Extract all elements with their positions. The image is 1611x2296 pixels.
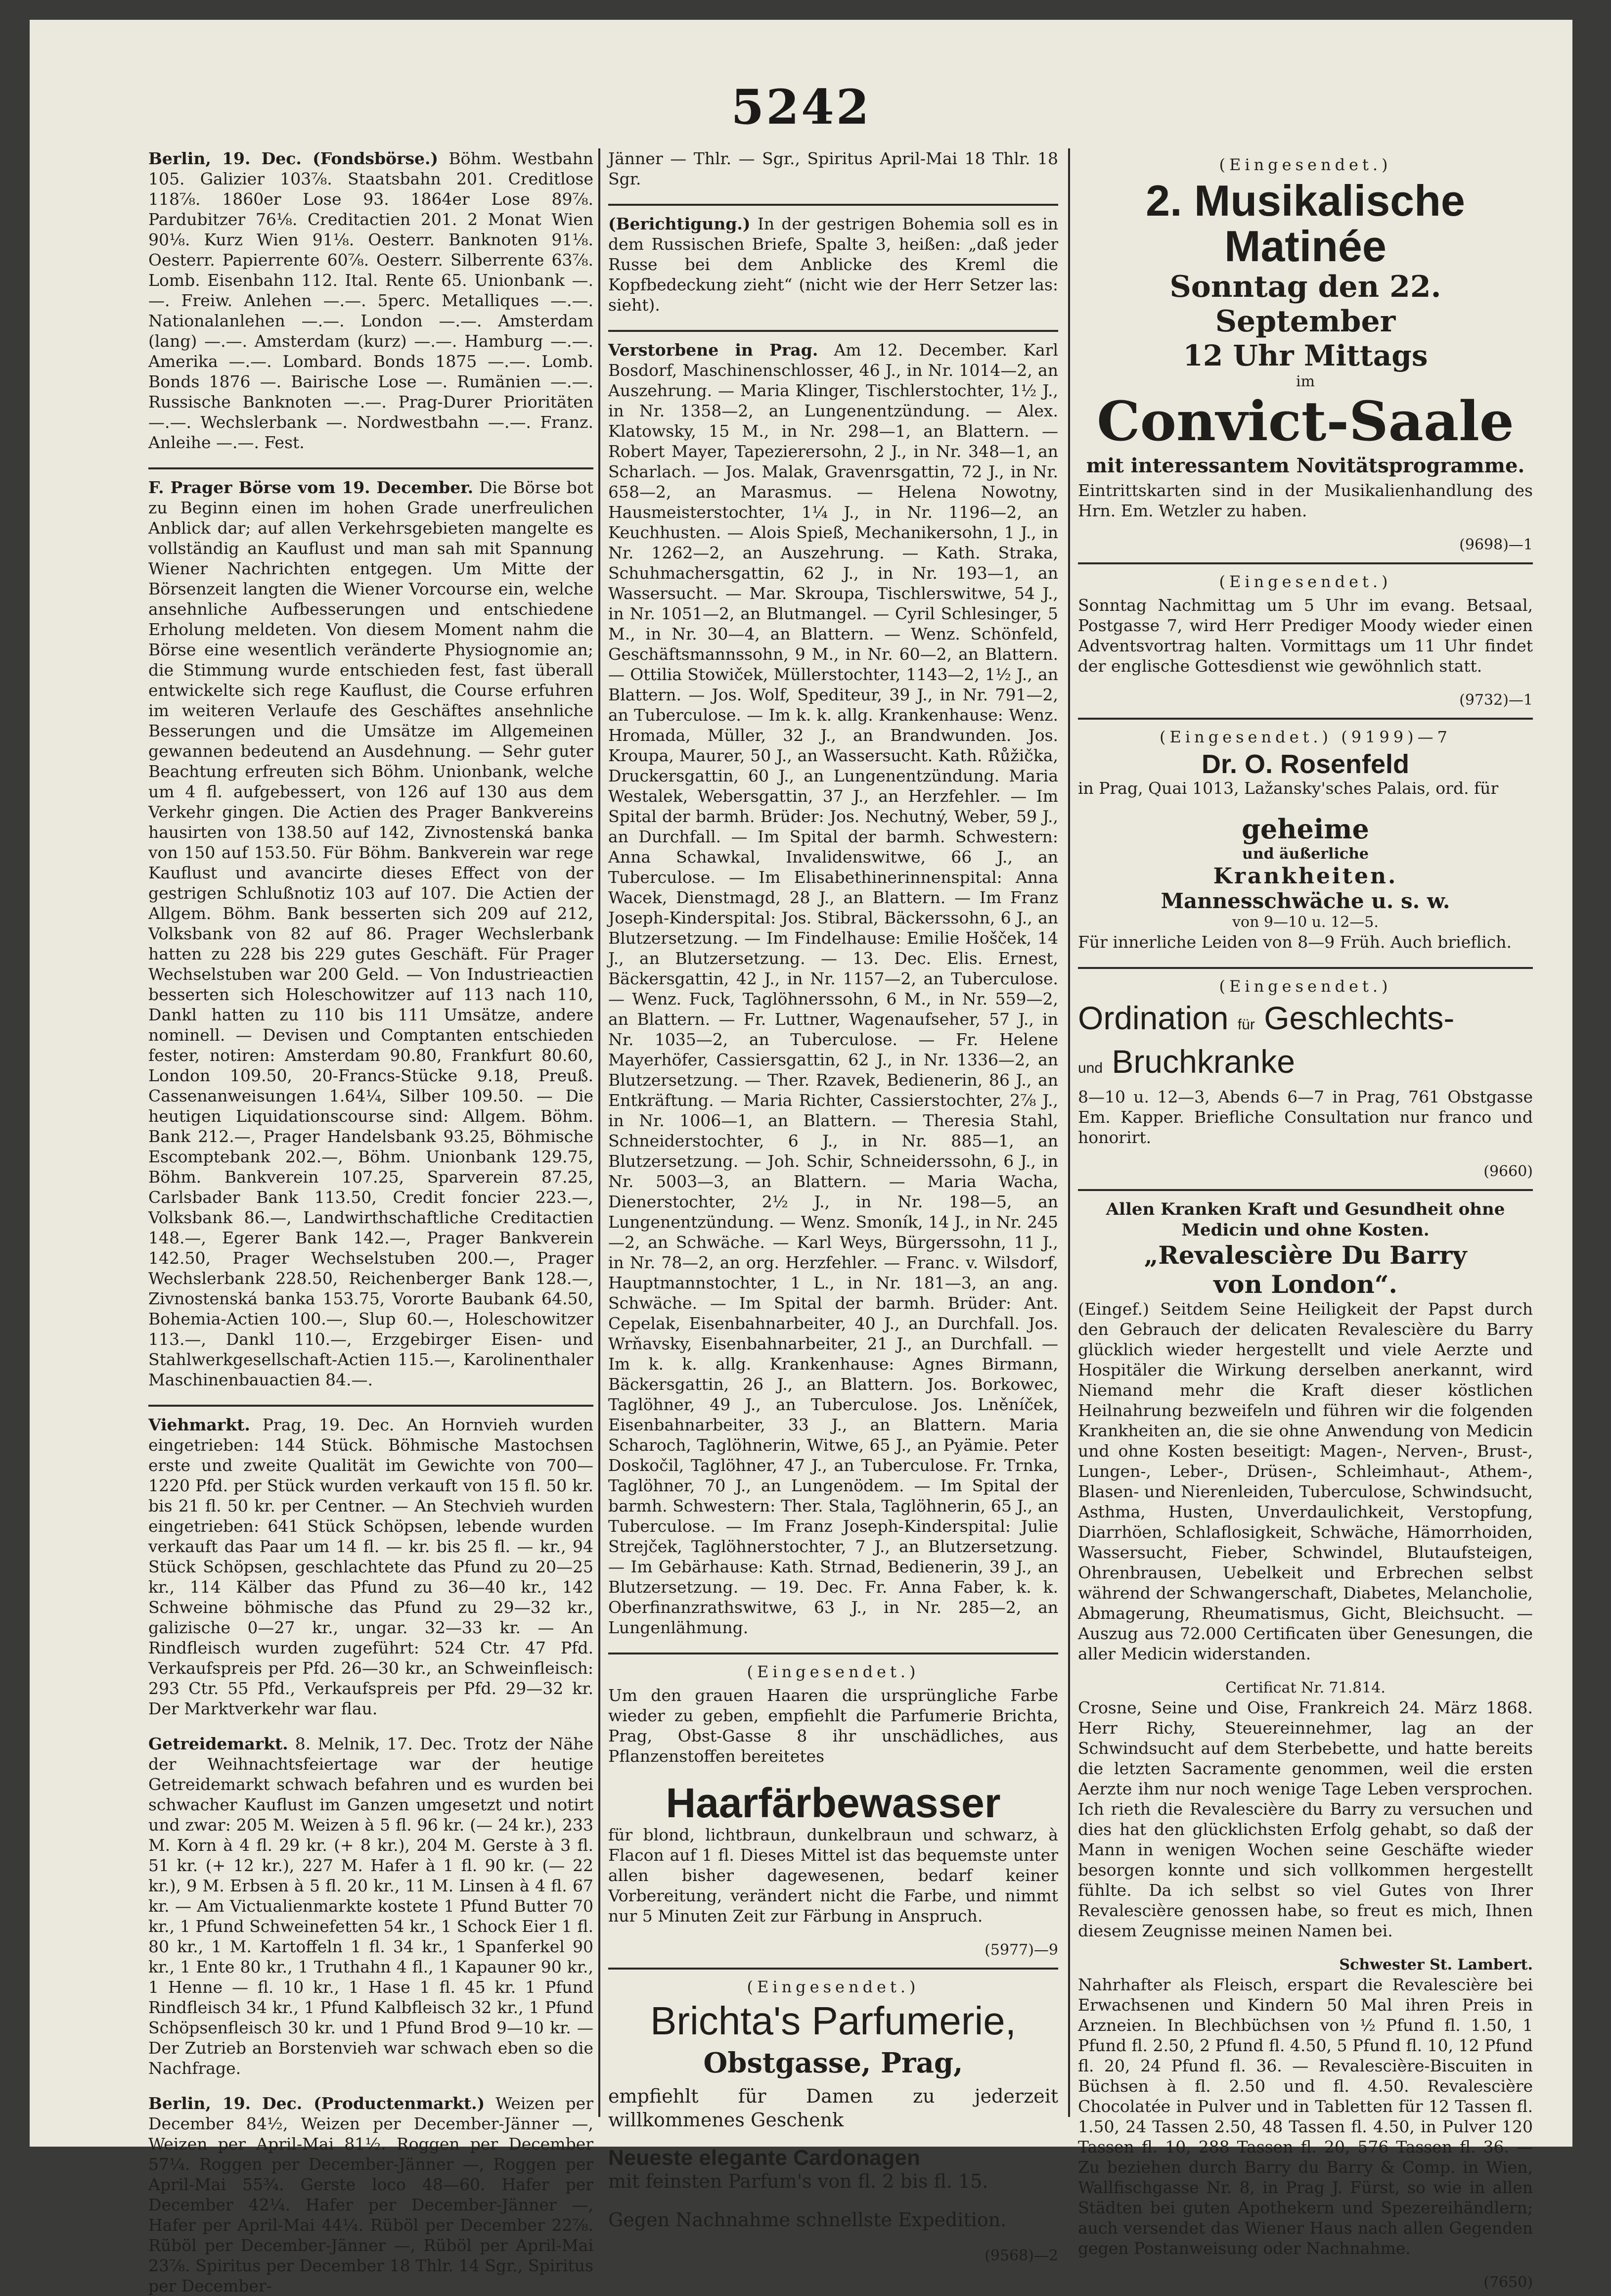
article-body: Am 12. December. Karl Bosdorf, Maschinenschlosser, 46 J., in Nr. 1014—2, an Auszehrung. — Maria Klinger, Tischlerstochter, 1½ J., in Nr. 1358—2, an Lungenentzündung. — Alex. Klatowsky, 15 M., in Nr. 298—1, an Blattern. — Robert Mayer, Tapezierersohn, 2 J., in Nr. 348—1, an Scharlach. — Jos. Malak, Gravenrsgattin, 72 J., in Nr. 658—2, an Marasmus. — Helena Nowotny, Hausmeisterstochter, 1¼ J., in Nr. 1196—2, an Keuchhusten. — Alois Spieß, Mechanikersohn, 1 J., in Nr. 1262—2, an Auszehrung. — Kath. Straka, Schuhmachersgattin, 62 J., in Nr. 193—1, an Wassersucht. — Mar. Skroupa, Tischlerswitwe, 54 J., in Nr. 1051—2, an Blutmangel. — Cyril Schlesinger, 5 M., in Nr. 30—4, an Blattern. — Wenz. Schönfeld, Geschäftsmannssohn, 9 M., in Nr. 60—2, an Blattern. — Ottilia Stowiček, Müllerstochter, 1143—2, 1½ J., an Blattern. — Jos. Wolf, Spediteur, 39 J., in Nr. 791—2, an Tuberculose. — Im k. k. allg. Krankenhause: Wenz. Hromada, Müller, 32 J., an Brandwunden. Jos. Kroupa, Maurer, 50 J., an Wassersucht. Kath. Růžička, Druckersgattin, 60 J., an Lungenentzündung. Maria Westalek, Webersgattin, 37 J., an Herzfehler. — Im Spital der barmh. Brüder: Jos. Nechutný, Weber, 59 J., an Durchfall. — Im Spital der barmh. Schwestern: Anna Schawkal, Invalidenswitwe, 66 J., an Tuberculose. — Im Elisabethinerinnenspital: Anna Wacek, Dienstmagd, 28 J., an Blattern. — Im Franz Joseph-Kinderspital: Jos. Stibral, Bäckerssohn, 6 J., an Blutzersetzung. — Im Findelhause: Emilie Hošček, 14 J., an Blutzersetzung. — 13. Dec. Elis. Ernest, Bäckersgattin, 42 J., in Nr. 1157—2, an Tuberculose. — Wenz. Fuck, Taglöhnerssohn, 6 M., in Nr. 559—2, an Blattern. — Fr. Luttner, Wagenaufseher, 57 J., in Nr. 1035—2, an Tuberculose. — Fr. Helene Mayerhöfer, Cassiersgattin, 62 J., in Nr. 1336—2, an Blutzersetzung. — Ther. Rzavek, Bedienerin, 86 J., an Entkräftung. — Maria Richter, Cassierstochter, 2⅞ J., in Nr. 1006—1, an Blattern. — Theresia Stahl, Schneiderstochter, 6 J., in Nr. 885—1, an Blutzersetzung. — Joh. Schir, Schneiderssohn, 6 J., in Nr. 5003—3, an Blattern. — Maria Wacha, Dienerstochter, 2½ J., in Nr. 198—5, an Lungenentzündung. — Wenz. Smoník, 14 J., in Nr. 245—2, an Schwäche. — Karl Weys, Bürgerssohn, 11 J., in Nr. 78—2, an org. Herzfehler. — Franc. v. Wilsdorf, Hauptmannstochter, 1 L., in Nr. 181—3, an ang. Schwäche. — Im Spital der barmh. Brüder: Ant. Cepelak, Eisenbahnarbeiter, 40 J., an Durchfall. Jos. Wrňavsky, Eisenbahnarbeiter, 21 J., an Durchfall. — Im k. k. allg. Krankenhause: Agnes Birmann, Bäckersgattin, 26 J., an Blattern. Jos. Borkowec, Taglöhner, 49 J., an Tuberculose. Jos. Lněníček, Eisenbahnarbeiter, 33 J., an Blattern. Maria Scharoch, Taglöhnerin, Witwe, 65 J., an Pyämie. Peter Doskočil, Taglöhner, 47 J., an Tuberculose. Fr. Trnka, Taglöhner, 70 J., an Lungenödem. — Im Spital der barmh. Schwestern: Ther. Stala, Taglöhnerin, 65 J., an Tuberculose. — Im Franz Joseph-Kinderspital: Julie Strejček, Taglöhnerstochter, 7 J., an Blutzersetzung. — Im Gebärhause: Kath. Strnad, Bedienerin, 39 J., an Blutzersetzung. — 19. Dec. Fr. Anna Faber, k. k. Oberfinanzrathswitwe, 63 J., in Nr. 285—2, an Lungenlähmung. xyxy=(608,340,1059,1637)
ad-body: Crosne, Seine und Oise, Frankreich 24. März 1868. Herr Richy, Steuereinnehmer, lag an der Schwindsucht auf dem Sterbebette, und hatte bereits die letzten Sacramente genommen, weil die ersten Aerzte ihm nur noch wenige Tage Leben versprochen. Ich rieth die Revalescière du Barry zu versuchen und dies hat den glücklichsten Erfolg gehabt, so daß der Mann in wenigen Wochen seine Geschäfte wieder besorgen konnte und sich vollkommen hergestellt fühlte. Da ich selbst so viel Gutes von Ihrer Revalescière genossen habe, so freut es mich, Ihnen diesem Zeugnisse meinen Namen bei. xyxy=(1078,1698,1533,1941)
ad-time: 12 Uhr Mittags xyxy=(1183,338,1428,372)
ad-signature: Schwester St. Lambert. xyxy=(1339,1956,1533,1974)
ad-matinee xyxy=(1078,155,1533,554)
ad-tickets: Eintrittskarten sind in der Musikalienhandlung des Hrn. Em. Wetzler zu haben. xyxy=(1078,480,1533,520)
ad-highlight: Neueste elegante Cardonagen xyxy=(608,2146,920,2170)
divider xyxy=(608,1968,1058,1970)
divider xyxy=(1078,562,1533,564)
article-berlin-borse xyxy=(148,148,593,453)
article-heading: Getreidemarkt. xyxy=(148,1734,288,1753)
divider xyxy=(608,1653,1058,1654)
ad-code: (5977)—9 xyxy=(984,1941,1058,1959)
ad-title-part: Bruchkranke xyxy=(1112,1043,1295,1080)
ad-title: von London“. xyxy=(1213,1270,1397,1299)
article-body: Prag, 19. Dec. An Hornvieh wurden eingetrieben: 144 Stück. Böhmische Mastochsen erste und zweite Qualität im Gewichte von 700—1220 Pfd. per Stück wurden verkauft von 15 fl. 50 kr. bis 21 fl. 50 kr. per Centner. — An Stechvieh wurden eingetrieben: 641 Stück Schöpsen, lebende wurden verkauft das Paar um 14 fl. — kr. bis 25 fl. — kr., 94 Stück Schöpsen, geschlachtete das Pfund zu 20—25 kr., 114 Kälber das Pfund zu 36—40 kr., 142 Schweine böhmische das Pfund zu 29—32 kr., galizische 0—27 kr., ungar. 32—33 kr. — An Rindfleisch wurden zugeführt: 524 Ctr. 47 Pfd. Verkaufspreis per Pfd. 26—30 kr., an Schweinfleisch: 293 Ctr. 55 Pfd., Verkaufspreis per Pfd. 29—32 kr. Der Marktverkehr war flau. xyxy=(148,1415,593,1718)
article-berichtigung xyxy=(608,214,1058,315)
ad-title-part: Geschlechts- xyxy=(1264,1000,1455,1037)
article-heading: F. Prager Börse vom 19. December. xyxy=(148,478,474,497)
ad-moody xyxy=(1078,572,1533,710)
article-viehmarkt xyxy=(148,1415,593,1719)
page-number: 5242 xyxy=(731,79,871,135)
ad-word: geheime xyxy=(1242,813,1369,845)
article-heading: Verstorbene in Prag. xyxy=(608,340,818,360)
divider xyxy=(608,204,1058,206)
article-heading: Berlin, 19. Dec. (Fondsbörse.) xyxy=(148,149,439,168)
ad-subtitle: Obstgasse, Prag, xyxy=(703,2047,963,2080)
divider xyxy=(148,1405,593,1407)
ad-caption: (Eingesendet.) xyxy=(747,1977,920,1997)
article-verstorbene xyxy=(608,340,1058,1638)
article-body: In der gestrigen Bohemia soll es in dem Russischen Briefe, Spalte 3, heißen: „daß jeder Russe bei dem Anblicke des Kreml die Kopfbedeckung zieht“ (nicht wie der Herr Setzer las: sieht). xyxy=(608,214,1058,315)
column-rule xyxy=(1068,148,1070,2117)
ad-doctor-name: Dr. O. Rosenfeld xyxy=(1201,749,1410,779)
article-continuation: Jänner — Thlr. — Sgr., Spiritus April-Mai 18 Thlr. 18 Sgr. xyxy=(608,149,1058,188)
ad-caption: (Eingesendet.) xyxy=(1160,727,1333,746)
ad-code: (9732)—1 xyxy=(1459,691,1533,709)
ad-line: Gegen Nachnahme schnellste Expedition. xyxy=(608,2209,1007,2231)
ad-title-small: und xyxy=(1078,1060,1103,1077)
ad-title-small: für xyxy=(1237,1016,1255,1033)
column-middle xyxy=(608,148,1059,2265)
ad-haarfaerbewasser xyxy=(608,1662,1058,1960)
ad-ordination xyxy=(1078,977,1533,1181)
ad-intro: Um den grauen Haaren die ursprüngliche Farbe wieder zu geben, empfiehlt die Parfumerie Brichta, Prag, Obst-Gasse 8 ihr unschädliches, aus Pflanzenstoffen bereitetes xyxy=(608,1686,1058,1766)
ad-title: Brichta's Parfumerie, xyxy=(650,1999,1016,2043)
ad-caption-row xyxy=(1078,728,1533,746)
ad-code: (7650) xyxy=(1483,2274,1533,2292)
ad-word: Mannesschwäche u. s. w. xyxy=(1161,889,1450,914)
ad-code: (9568)—2 xyxy=(984,2247,1058,2265)
ad-code: (9660) xyxy=(1483,1163,1533,1181)
article-heading: (Berichtigung.) xyxy=(608,214,751,233)
ad-caption: (Eingesendet.) xyxy=(1219,977,1392,996)
ad-line: empfiehlt für Damen zu jederzeit willkommenes Geschenk xyxy=(608,2085,1058,2131)
ad-body: Sonntag Nachmittag um 5 Uhr im evang. Betsaal, Postgasse 7, wird Herr Prediger Moody wieder einen Adventsvortrag halten. Vormittags um 11 Uhr findet der englische Gottesdienst wie gewöhnlich statt. xyxy=(1078,595,1533,676)
column-rule xyxy=(598,148,600,2117)
ad-code: (9199)—7 xyxy=(1341,727,1451,746)
divider xyxy=(148,467,593,469)
ad-title: Haarfärbewasser xyxy=(666,1780,1001,1826)
ad-brichta xyxy=(608,1977,1058,2265)
ad-word: und äußerliche xyxy=(1242,845,1369,863)
ad-title: 2. Musikalische Matinée xyxy=(1146,176,1465,271)
article-prager-borse xyxy=(148,477,593,1390)
article-getreidemarkt xyxy=(148,1734,593,2078)
article-body: Die Börse bot zu Beginn einen im hohen Grade unerfreulichen Anblick dar; auf allen Verkehrsgebieten mangelte es vollständig an Kauflust und man sah mit Spannung Wiener Nachrichten entgegen. Um Mitte der Börsenzeit langten die Wiener Vorcourse ein, welche ansehnliche Aufbesserungen und entschiedene Erholung meldeten. Von diesem Moment nahm die Börse eine wesentlich veränderte Physiognomie an; die Stimmung wurde entschieden fest, fast überall entwickelte sich rege Kauflust, die Course erfuhren im weiteren Verlaufe des Geschäftes ansehnliche Besserungen und die Umsätze im Allgemeinen gewannen bedeutend an Ausdehnung. — Sehr guter Beachtung erfreuten sich Böhm. Unionbank, welche um 4 fl. aufgebessert, von 126 auf 130 aus dem Verkehr gingen. Die Actien des Prager Bankvereins hausirten von 138.50 auf 142, Zivnostenská banka von 150 auf 153.50. Für Böhm. Bankverein war rege Kauflust und avancirte dieses Effect von der gestrigen Schlußnotiz 103 auf 107. Die Actien der Allgem. Böhm. Bank besserten sich 209 auf 212, Volksbank von 82 auf 86. Prager Wechslerbank hatten zu 228 bis 229 gutes Geschäft. Für Prager Wechselstuben war 200 Geld. — Von Industrieactien besserten sich Holeschowitzer auf 113 nach 110, Dankl hatten zu 110 bis 111 Umsätze, andere nominell. — Devisen und Comptanten entschieden fester, notiren: Amsterdam 90.80, Frankfurt 80.60, London 109.50, 20-Francs-Stücke 9.18, Preuß. Cassenanweisungen 1.64¼, Silber 109.50. — Die heutigen Liquidationscourse sind: Allgem. Böhm. Bank 212.—, Prager Handelsbank 93.25, Böhmische Escomptebank 202.—, Böhm. Unionbank 129.75, Böhm. Bankverein 107.25, Sparverein 87.25, Carlsbader Bank 113.50, Credit foncier 223.—, Volksbank 86.—, Landwirthschaftliche Creditactien 148.—, Egerer Bank 142.—, Prager Bankverein 142.50, Prager Wechselstuben 200.—, Prager Wechslerbank 228.50, Reichenberger Bank 128.—, Zivnostenská banka 153.75, Vororte Baubank 64.50, Bohemia-Actien 100.—, Slup 60.—, Holeschowitzer 113.—, Dankl 110.—, Erzgebirger Eisen- und Stahlwerkgesellschaft-Actien 115.—, Karolinenthaler Maschinenbauactien 84.—. xyxy=(148,478,593,1389)
ad-body: 8—10 u. 12—3, Abends 6—7 in Prag, 761 Obstgasse Em. Kapper. Briefliche Consultation nur franco und honorirt. xyxy=(1078,1087,1533,1148)
divider xyxy=(1078,967,1533,969)
ad-caption: (Eingesendet.) xyxy=(747,1662,920,1681)
ad-venue: Convict-Saale xyxy=(1097,389,1514,453)
divider xyxy=(1078,718,1533,720)
ad-address: in Prag, Quai 1013, Lažansky'sches Palais, ord. für xyxy=(1078,779,1499,798)
ad-rosenfeld xyxy=(1078,728,1533,953)
article-heading: Viehmarkt. xyxy=(148,1415,250,1434)
column-right xyxy=(1078,148,1533,2292)
ad-body: (Eingef.) Seitdem Seine Heiligkeit der Papst durch den Gebrauch der delicaten Revalescière du Barry glücklich wieder hergestellt und viele Aerzte und Hospitäler die Wirkung derselben anerkannt, wird Niemand mehr die Kraft dieser köstlichen Heilnahrung bezweifeln und führen wir die folgenden Krankheiten an, die sie ohne Anwendung von Medicin und ohne Kosten beseitigt: Magen-, Nerven-, Brust-, Lungen-, Leber-, Drüsen-, Schleimhaut-, Athem-, Blasen- und Nierenleiden, Tuberculose, Schwindsucht, Asthma, Husten, Unverdaulichkeit, Verstopfung, Diarrhöen, Schlaflosigkeit, Schwäche, Hämorrhoiden, Wassersucht, Fieber, Schwindel, Blutaufsteigen, Ohrenbrausen, Uebelkeit und Erbrechen selbst während der Schwangerschaft, Diabetes, Melancholie, Abmagerung, Rheumatismus, Gicht, Bleichsucht. — Auszug aus 72.000 Certificaten über Genesungen, die aller Medicin widerstanden. xyxy=(1078,1299,1533,1664)
column-left xyxy=(148,148,594,2296)
ad-code: (9698)—1 xyxy=(1459,536,1533,553)
ad-hours: von 9—10 u. 12—5. xyxy=(1232,914,1379,931)
ad-program: mit interessantem Novitätsprogramme. xyxy=(1086,454,1525,477)
ad-certificate: Certificat Nr. 71.814. xyxy=(1225,1679,1386,1697)
article-body: Weizen per December 84½, Weizen per December-Jänner —, Weizen per April-Mai 81½. Roggen per December 57¼. Roggen per December-Jänner —, Roggen per April-Mai 55¾. Gerste loco 48—60. Hafer per December 42¼. Hafer per December-Jänner —, Hafer per April-Mai 44¼. Rüböl per December 22⅞. Rüböl per December-Jänner —, Rüböl per April-Mai 23⅞. Spiritus per December 18 Thlr. 14 Sgr., Spiritus per December- xyxy=(148,2094,593,2296)
article-body: Böhm. Westbahn 105. Galizier 103⅞. Staatsbahn 201. Creditlose 118⅞. 1860er Lose 93. 1864er Lose 89⅞. Pardubitzer 76⅛. Creditactien 201. 2 Monat Wien 90⅛. Kurz Wien 91⅛. Oesterr. Banknoten 91⅛. Oesterr. Papierrente 60⅞. Oesterr. Silberrente 63⅞. Lomb. Eisenbahn 112. Ital. Rente 65. Unionbank —.—. Freiw. Anlehen —.—. 5perc. Metalliques —.—. Nationalanlehen —.—. London —.—. Amsterdam (lang) —.—. Amsterdam (kurz) —.—. Hamburg —.—. Amerika —.—. Lombard. Bonds 1875 —.—. Lomb. Bonds 1876 —. Bairische Lose —. Rumänien —.—. Russische Banknoten —.—. Prag-Durer Prioritäten —.—. Wechslerbank —. Nordwestbahn —.—. Franz. Anleihe —.—. Fest. xyxy=(148,149,593,452)
ad-caption: (Eingesendet.) xyxy=(1219,572,1392,591)
ad-word: Krankheiten. xyxy=(1213,864,1398,889)
divider xyxy=(1078,1189,1533,1191)
ad-caption: (Eingesendet.) xyxy=(1219,155,1392,174)
ad-body: für blond, lichtbraun, dunkelbraun und schwarz, à Flacon auf 1 fl. Dieses Mittel ist das bequemste unter allen bisher dagewesenen, bedarf keiner Vorbereitung, verändert nicht die Farbe, und nimmt nur 5 Minuten Zeit zur Färbung in Anspruch. xyxy=(608,1825,1058,1926)
article-heading: Berlin, 19. Dec. (Productenmarkt.) xyxy=(148,2094,485,2113)
ad-line: mit feinsten Parfum's von fl. 2 bis fl. 15. xyxy=(608,2170,988,2193)
ad-headline: Allen Kranken Kraft und Gesundheit ohne Medicin und ohne Kosten. xyxy=(1106,1199,1505,1240)
divider xyxy=(608,330,1058,332)
ad-date: Sonntag den 22. September xyxy=(1169,269,1441,339)
ad-inner: Für innerliche Leiden von 8—9 Früh. Auch brieflich. xyxy=(1078,932,1512,952)
ad-im: im xyxy=(1296,372,1315,390)
article-body: 8. Melnik, 17. Dec. Trotz der Nähe der Weihnachtsfeiertage war der heutige Getreidemarkt schwach befahren und es wurden bei schwacher Kauflust im Ganzen umgesetzt und notirt und zwar: 205 M. Weizen à 5 fl. 96 kr. (— 24 kr.), 233 M. Korn à 4 fl. 29 kr. (+ 8 kr.), 204 M. Gerste à 3 fl. 51 kr. (+ 12 kr.), 227 M. Hafer à 1 fl. 90 kr. (— 22 kr.), 9 M. Erbsen à 5 fl. 20 kr., 11 M. Linsen à 4 fl. 67 kr. — Am Victualienmarkte kostete 1 Pfund Butter 70 kr., 1 Pfund Schweinefetten 54 kr., 1 Schock Eier 1 fl. 80 kr., 1 M. Kartoffeln 1 fl. 34 kr., 1 Spanferkel 90 kr., 1 Ente 80 kr., 1 Truthahn 4 fl., 1 Kapauner 90 kr., 1 Henne — fl. 10 kr., 1 Hase 1 fl. 45 kr. 1 Pfund Rindfleisch 34 kr., 1 Pfund Kalbfleisch 32 kr., 1 Pfund Schöpsenfleisch 30 kr. und 1 Pfund Brod 9—10 kr. — Der Zutrieb an Borstenvieh war schwach eben so die Nachfrage. xyxy=(148,1734,594,2078)
ad-title: „Revalescière Du Barry xyxy=(1144,1240,1467,1270)
article-berlin-produkten xyxy=(148,2093,593,2296)
ad-revalesciere xyxy=(1078,1199,1533,2292)
newspaper-page xyxy=(30,20,1572,2296)
ad-title-part: Ordination xyxy=(1078,1000,1229,1037)
ad-body: Nahrhafter als Fleisch, erspart die Revalescière bei Erwachsenen und Kindern 50 Mal ihren Preis in Arzneien. In Blechbüchsen von ½ Pfund fl. 1.50, 1 Pfund fl. 2.50, 2 Pfund fl. 4.50, 5 Pfund fl. 10, 12 Pfund fl. 20, 24 Pfund fl. 36. — Revalescière-Biscuiten in Büchsen à fl. 2.50 und fl. 4.50. Revalescière Chocolatée in Pulver und in Tabletten für 12 Tassen fl. 1.50, 24 Tassen 2.50, 48 Tassen fl. 4.50, in Pulver 120 Tassen fl. 10, 288 Tassen fl. 20, 576 Tassen fl. 36. — Zu beziehen durch Barry du Barry & Comp. in Wien, Wallfischgasse Nr. 8, in Prag J. Fürst, so wie in allen Städten bei guten Apothekern und Spezereihändlern; auch versendet das Wiener Haus nach allen Gegenden gegen Postanweisung oder Nachnahme. xyxy=(1078,1975,1533,2258)
